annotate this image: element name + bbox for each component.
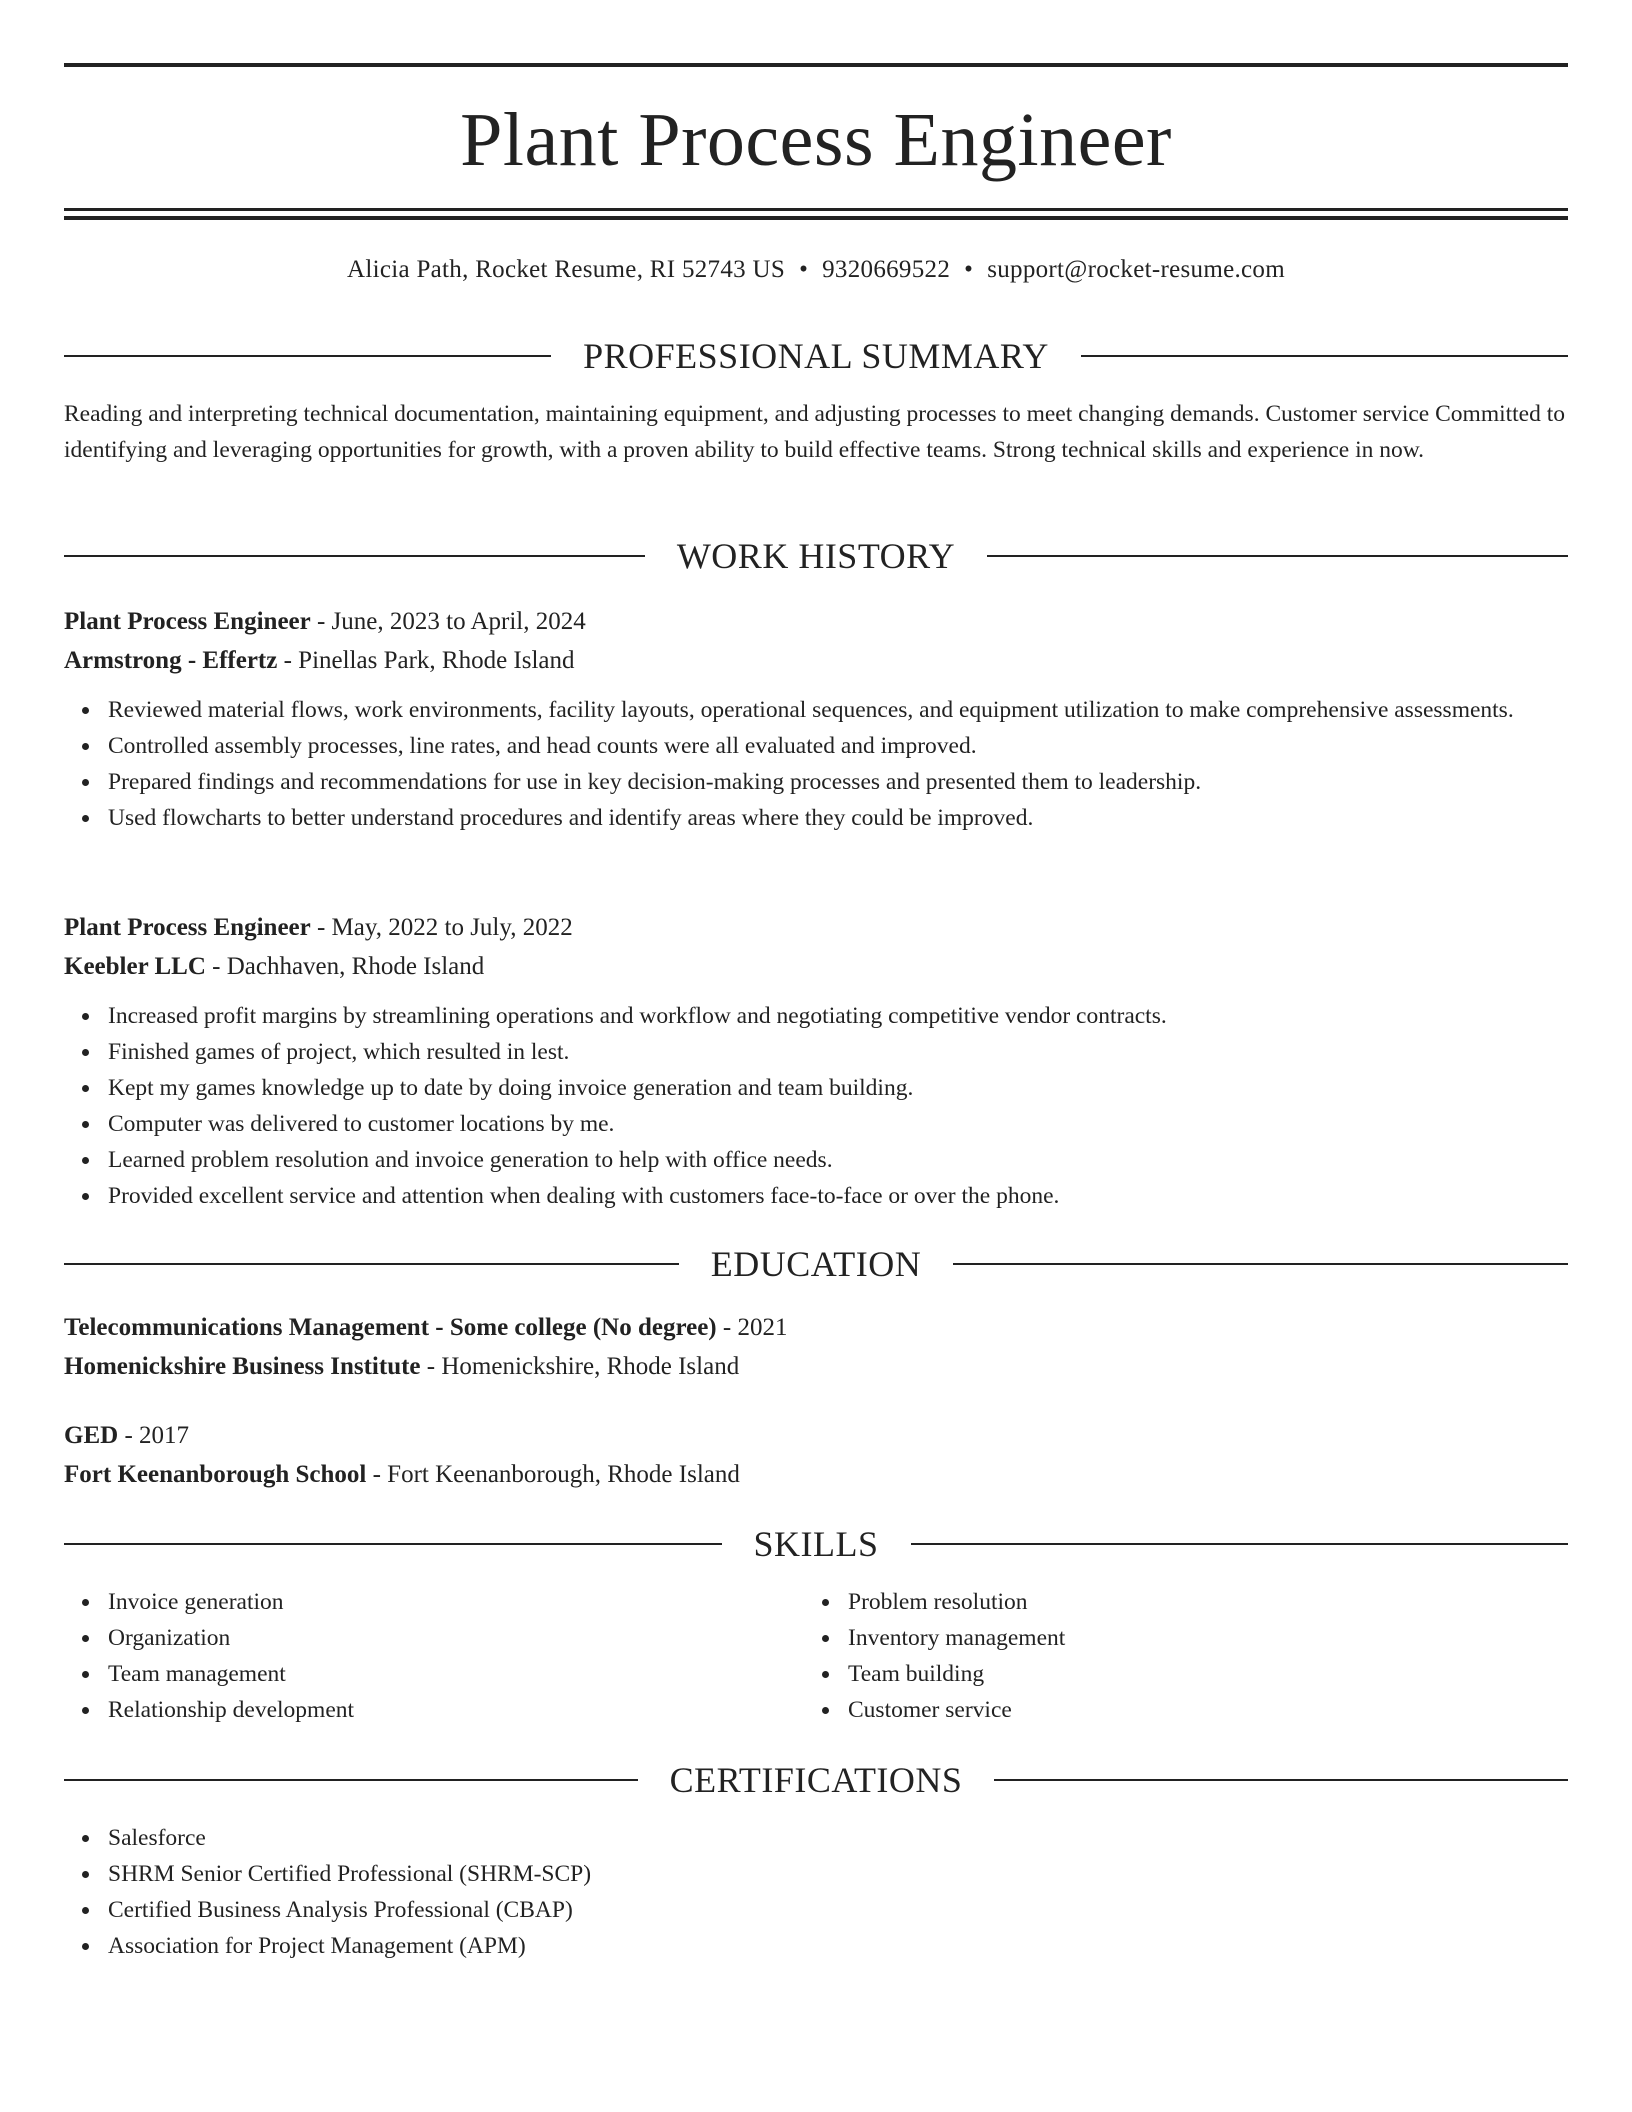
education-entry xyxy=(64,1416,1568,1494)
section-rule-right xyxy=(987,555,1568,557)
job-bullet: Computer was delivered to customer locations by me. xyxy=(108,1106,1568,1142)
summary-block xyxy=(64,396,1568,468)
skill-item: Invoice generation xyxy=(108,1584,744,1620)
education-school-line xyxy=(64,1455,1568,1494)
education-entry xyxy=(64,1308,1568,1386)
education-degree-line xyxy=(64,1416,1568,1455)
job-entry xyxy=(64,908,1568,1214)
certifications-block xyxy=(64,1820,1568,1964)
skill-item: Relationship development xyxy=(108,1692,744,1728)
education-year: - 2021 xyxy=(716,1314,788,1341)
job-company-line xyxy=(64,947,1568,986)
skill-item: Problem resolution xyxy=(848,1584,1484,1620)
job-bullet: Used flowcharts to better understand procedures and identify areas where they could be improved. xyxy=(108,800,1568,836)
job-dates: - June, 2023 to April, 2024 xyxy=(310,608,586,635)
education-degree-line xyxy=(64,1308,1568,1347)
job-title: Plant Process Engineer xyxy=(64,914,311,941)
education-degree: Telecommunications Management - Some college (No degree) xyxy=(64,1314,717,1341)
job-title: Plant Process Engineer xyxy=(64,608,311,635)
job-title-line xyxy=(64,602,1568,641)
education-school: Homenickshire Business Institute xyxy=(64,1353,421,1380)
skill-item: Customer service xyxy=(848,1692,1484,1728)
education-school-line xyxy=(64,1347,1568,1386)
title-rule-upper xyxy=(64,208,1568,211)
resume-title: Plant Process Engineer xyxy=(460,98,1172,182)
contact-phone: 9320669522 xyxy=(822,256,951,283)
section-header-certifications xyxy=(64,1760,1568,1800)
job-company: Keebler LLC xyxy=(64,953,206,980)
section-header-skills xyxy=(64,1524,1568,1564)
section-title: PROFESSIONAL SUMMARY xyxy=(583,336,1049,376)
job-location: - Dachhaven, Rhode Island xyxy=(205,953,485,980)
contact-separator: • xyxy=(964,256,974,283)
skill-item: Team building xyxy=(848,1656,1484,1692)
job-bullet: Controlled assembly processes, line rates, and head counts were all evaluated and improved. xyxy=(108,728,1568,764)
education-year: - 2017 xyxy=(118,1422,190,1449)
section-header-work-history xyxy=(64,536,1568,576)
job-company: Armstrong - Effertz xyxy=(64,647,278,674)
section-rule-left xyxy=(64,555,645,557)
job-bullet: Provided excellent service and attention when dealing with customers face-to-face or over the phone. xyxy=(108,1178,1568,1214)
contact-separator: • xyxy=(799,256,809,283)
certification-item: Association for Project Management (APM) xyxy=(108,1928,1568,1964)
section-rule-left xyxy=(64,1779,638,1781)
education-location: - Homenickshire, Rhode Island xyxy=(420,1353,740,1380)
contact-email: support@rocket-resume.com xyxy=(987,256,1285,283)
section-rule-left xyxy=(64,1263,679,1265)
job-bullets xyxy=(64,998,1568,1214)
section-rule-right xyxy=(953,1263,1568,1265)
job-bullet: Prepared findings and recommendations for use in key decision-making processes and presented them to leadership. xyxy=(108,764,1568,800)
education-degree: GED xyxy=(64,1422,119,1449)
section-rule-left xyxy=(64,1543,722,1545)
job-bullet: Learned problem resolution and invoice generation to help with office needs. xyxy=(108,1142,1568,1178)
section-rule-left xyxy=(64,355,551,357)
job-bullet: Reviewed material flows, work environments, facility layouts, operational sequences, and equipment utilization to make comprehensive assessments. xyxy=(108,692,1568,728)
job-location: - Pinellas Park, Rhode Island xyxy=(277,647,575,674)
section-header-summary xyxy=(64,336,1568,376)
job-entry xyxy=(64,602,1568,836)
section-title: CERTIFICATIONS xyxy=(669,1760,963,1800)
contact-address: Alicia Path, Rocket Resume, RI 52743 US xyxy=(347,256,786,283)
job-bullets xyxy=(64,692,1568,836)
skills-column-right xyxy=(804,1584,1484,1728)
skill-item: Team management xyxy=(108,1656,744,1692)
title-rule-lower xyxy=(64,216,1568,220)
job-title-line xyxy=(64,908,1568,947)
job-bullet: Kept my games knowledge up to date by doing invoice generation and team building. xyxy=(108,1070,1568,1106)
skill-item: Inventory management xyxy=(848,1620,1484,1656)
section-title: WORK HISTORY xyxy=(676,536,956,576)
job-bullet: Finished games of project, which resulted in lest. xyxy=(108,1034,1568,1070)
contact-line xyxy=(64,254,1568,286)
education-location: - Fort Keenanborough, Rhode Island xyxy=(366,1461,740,1488)
job-dates: - May, 2022 to July, 2022 xyxy=(310,914,573,941)
section-rule-right xyxy=(994,1779,1568,1781)
summary-text: Reading and interpreting technical documentation, maintaining equipment, and adjusting processes to meet changing demands. Customer service Committed to identifying and leveraging opportunities for growth, with a proven ability to build effective teams. Strong technical skills and experience in now. xyxy=(64,401,1566,463)
skills-list xyxy=(64,1584,744,1728)
certification-item: Salesforce xyxy=(108,1820,1568,1856)
job-bullet: Increased profit margins by streamlining operations and workflow and negotiating competitive vendor contracts. xyxy=(108,998,1568,1034)
section-header-education xyxy=(64,1244,1568,1284)
job-company-line xyxy=(64,641,1568,680)
section-rule-right xyxy=(1081,355,1568,357)
certifications-list xyxy=(64,1820,1568,1964)
certification-item: SHRM Senior Certified Professional (SHRM-SCP) xyxy=(108,1856,1568,1892)
education-school: Fort Keenanborough School xyxy=(64,1461,367,1488)
skills-list xyxy=(804,1584,1484,1728)
skill-item: Organization xyxy=(108,1620,744,1656)
certification-item: Certified Business Analysis Professional (CBAP) xyxy=(108,1892,1568,1928)
section-title: EDUCATION xyxy=(710,1244,922,1284)
section-rule-right xyxy=(911,1543,1569,1545)
top-rule xyxy=(64,63,1568,67)
skills-column-left xyxy=(64,1584,744,1728)
section-title: SKILLS xyxy=(753,1524,879,1564)
